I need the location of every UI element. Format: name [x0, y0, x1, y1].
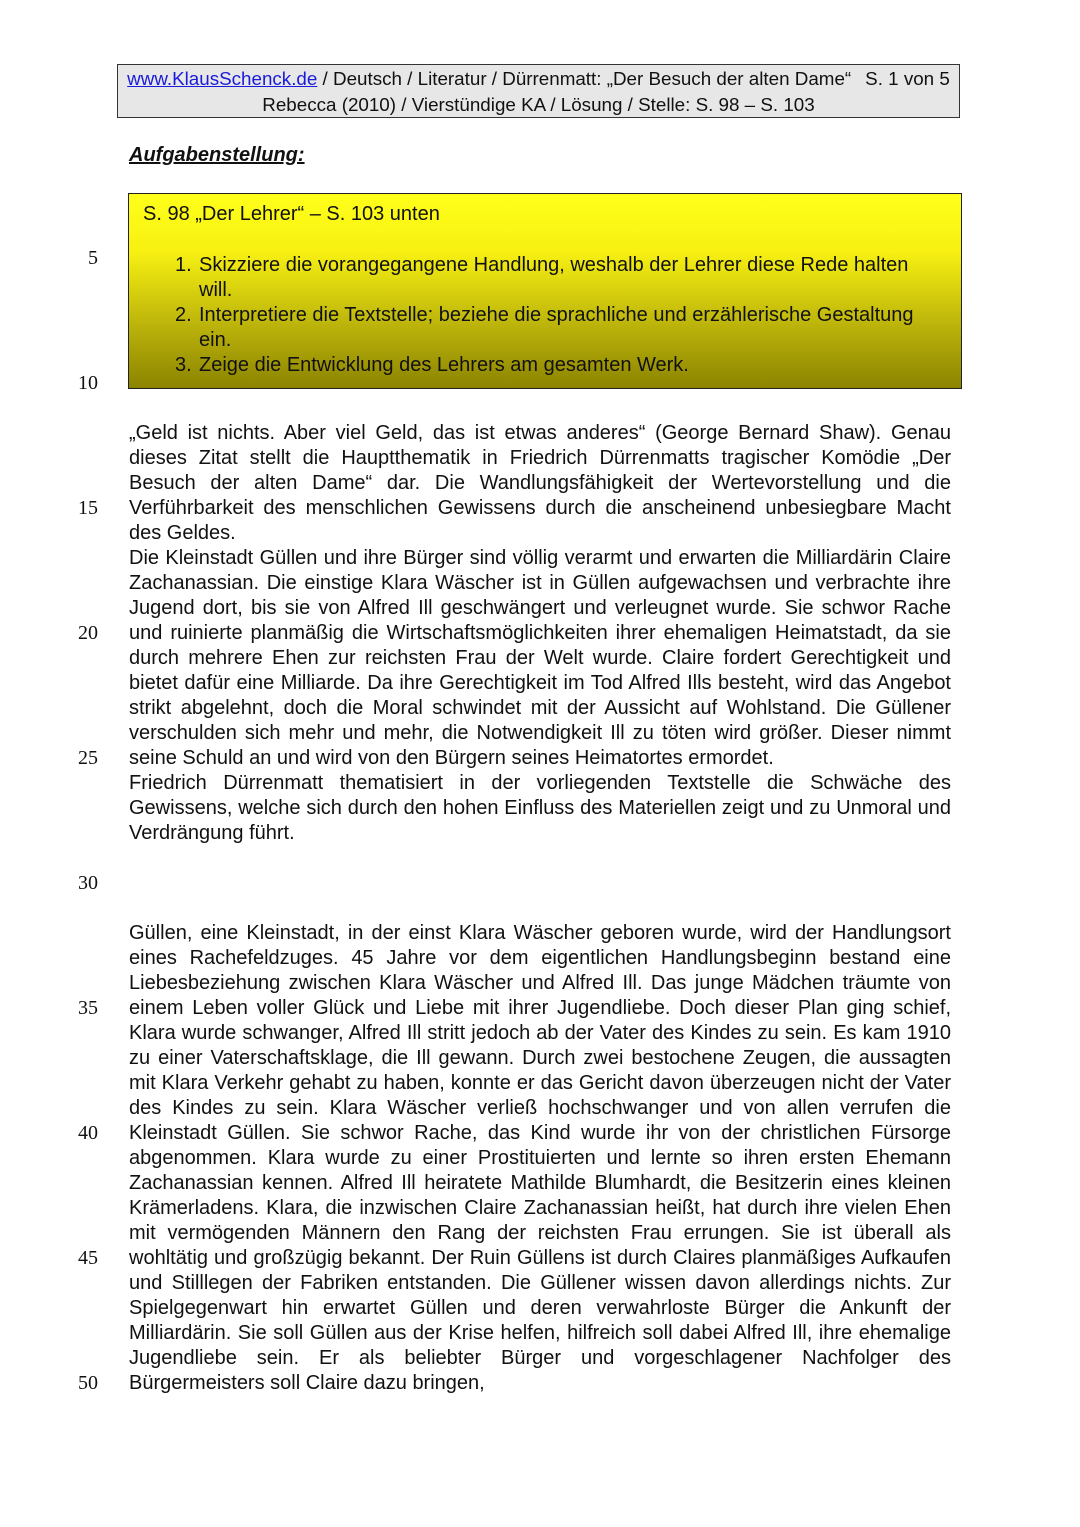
line-number: 5 [88, 247, 98, 269]
summary-text [129, 921, 951, 1396]
line-number: 30 [78, 872, 98, 894]
task-item-text: Skizziere die vorangegangene Handlung, weshalb der Lehrer diese Rede halten will. [199, 254, 909, 301]
paragraph: „Geld ist nichts. Aber viel Geld, das ist etwas anderes“ (George Bernard Shaw). Genau dieses Zitat stellt die Hauptthematik in Friedrich Dürrenmatts tragischer Komödie „Der Besuch der alten Dame“ dar. Die Wandlungsfähigkeit der Wertevorstellung und die Verführbarkeit des menschlichen Gewissens durch die anscheinend unbesiegbare Macht des Geldes. [129, 422, 951, 544]
line-number: 45 [78, 1247, 98, 1269]
task-title: Aufgabenstellung: [129, 144, 305, 166]
line-number: 15 [78, 497, 98, 519]
paragraph: Güllen, eine Kleinstadt, in der einst Klara Wäscher geboren wurde, wird der Handlungsort eines Rachefeldzuges. 45 Jahre vor dem eigentlichen Handlungsbeginn bestand eine Liebesbeziehung zwischen Klara Wäscher und Alfred Ill. Das junge Mädchen träumte von einem Leben voller Glück und Liebe mit ihrer Jugendliebe. Doch dieser Plan ging schief, Klara wurde schwanger, Alfred Ill stritt jedoch ab der Vater des Kindes zu sein. Es kam 1910 zu einer Vaterschaftsklage, die Ill gewann. Durch zwei bestochene Zeugen, die aussagten mit Klara Verkehr gehabt zu haben, konnte er das Gericht davon überzeugen nicht der Vater des Kindes zu sein. Klara Wäscher verließ hochschwanger und von allen verrufen die Kleinstadt Güllen. Sie schwor Rache, das Kind wurde ihr von der christlichen Fürsorge abgenommen. Klara wurde zu einer Prostituierten und lernte so ihren ersten Ehemann Zachanassian kennen. Alfred Ill heiratete Mathilde Blumhardt, die Besitzerin eines kleinen Krämerladens. Klara, die inzwischen Claire Zachanassian heißt, hat durch ihre vielen Ehen mit vermögenden Männern den Rang der reichsten Frau errungen. Sie ist überall als wohltätig und großzügig bekannt. Der Ruin Güllens ist durch Claires planmäßiges Aufkaufen und Stilllegen der Fabriken entstanden. Die Güllener wissen davon allerdings nichts. Zur Spielgegenwart hin erwartet Güllen und deren verwahrloste Bürger die Ankunft der Milliardärin. Sie soll Güllen aus der Krise helfen, hilfreich soll dabei Alfred Ill, ihre ehemalige Jugendliebe sein. Er als beliebter Bürger und vorgeschlagener Nachfolger des Bürgermeisters soll Claire dazu bringen, [129, 922, 951, 1394]
task-item-text: Zeige die Entwicklung des Lehrers am gesamten Werk. [199, 354, 689, 376]
task-list [175, 253, 935, 378]
task-head: S. 98 „Der Lehrer“ – S. 103 unten [143, 203, 440, 225]
line-number: 10 [78, 372, 98, 394]
website-link[interactable]: www.KlausSchenck.de [127, 68, 318, 89]
header-line-1 [118, 66, 959, 92]
line-number: 50 [78, 1372, 98, 1394]
task-item-number: 3. [175, 354, 192, 376]
document-header [117, 64, 960, 118]
page-indicator: S. 1 von 5 [865, 68, 950, 89]
paragraph: Die Kleinstadt Güllen und ihre Bürger sind völlig verarmt und erwarten die Milliardärin Claire Zachanassian. Die einstige Klara Wäscher ist in Güllen aufgewachsen und verbrachte ihre Jugend dort, bis sie von Alfred Ill geschwängert und verleugnet wurde. Sie schwor Rache und ruinierte planmäßig die Wirtschaftsmöglichkeiten ihrer ehemaligen Heimatstadt, da sie durch mehrere Ehen zur reichsten Frau der Welt wurde. Claire fordert Gerechtigkeit und bietet dafür eine Milliarde. Da ihre Gerechtigkeit im Tod Alfred Ills besteht, wird das Angebot strikt abgelehnt, doch die Moral schwindet mit der Aussicht auf Wohlstand. Die Güllener verschulden sich mehr und mehr, die Notwendigkeit Ill zu töten wird größer. Dieser nimmt seine Schuld an und wird von den Bürgern seines Heimatortes ermordet. [129, 547, 951, 769]
line-number: 40 [78, 1122, 98, 1144]
paragraph: Friedrich Dürrenmatt thematisiert in der vorliegenden Textstelle die Schwäche des Gewissens, welche sich durch den hohen Einfluss des Materiellen zeigt und zu Unmoral und Verdrängung führt. [129, 772, 951, 844]
task-item-number: 2. [175, 304, 192, 326]
task-item [175, 353, 935, 378]
line-number: 20 [78, 622, 98, 644]
task-item-text: Interpretiere die Textstelle; beziehe die sprachliche und erzählerische Gestaltung ein. [199, 304, 914, 351]
task-item-number: 1. [175, 254, 192, 276]
header-line-2: Rebecca (2010) / Vierstündige KA / Lösung / Stelle: S. 98 – S. 103 [262, 94, 815, 115]
intro-text [129, 421, 951, 846]
task-item [175, 303, 935, 353]
header-breadcrumb: / Deutsch / Literatur / Dürrenmatt: „Der Besuch der alten Dame“ [317, 68, 852, 89]
line-number: 35 [78, 997, 98, 1019]
task-box [128, 193, 962, 389]
line-number: 25 [78, 747, 98, 769]
task-item [175, 253, 935, 303]
